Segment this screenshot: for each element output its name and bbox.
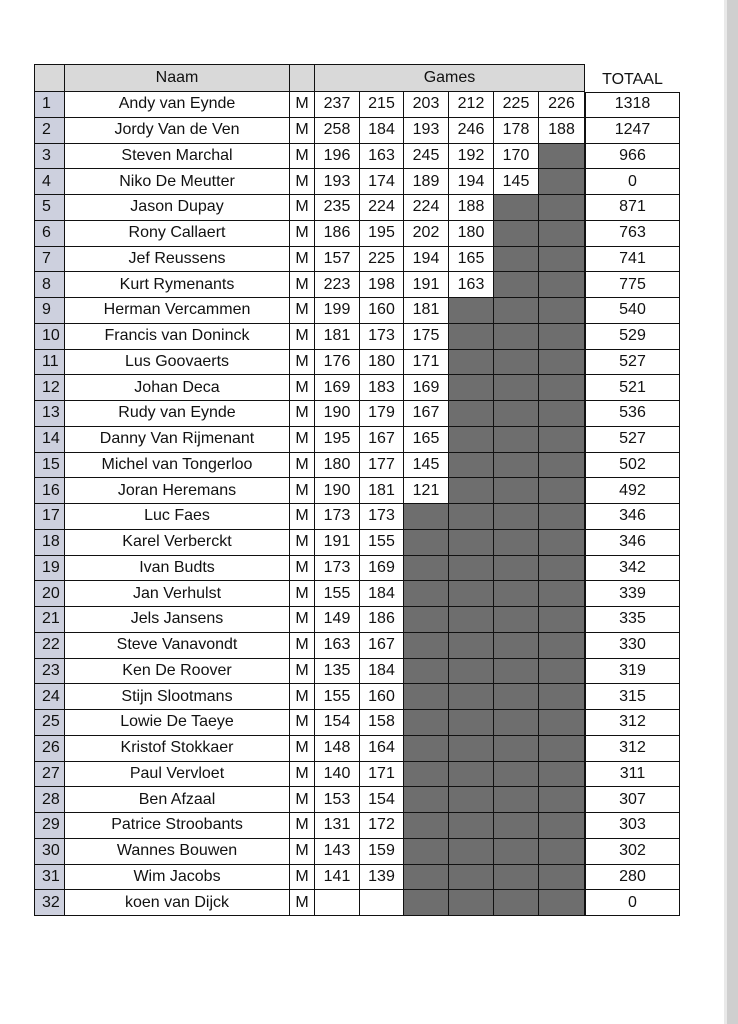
row-index: 7 [34,247,65,273]
total-score: 763 [585,221,680,247]
gender-cell: M [290,762,315,788]
game-score: 135 [315,659,360,685]
total-score: 302 [585,839,680,865]
game-score: 191 [404,272,449,298]
header-games: Games [315,64,585,92]
gender-cell: M [290,221,315,247]
game-score: 245 [404,144,449,170]
game-score: 169 [404,375,449,401]
game-score: 171 [404,350,449,376]
total-score: 775 [585,272,680,298]
player-name: Kristof Stokkaer [65,736,290,762]
game-score: 139 [360,865,404,891]
player-name: koen van Dijck [65,890,290,916]
game-score: 140 [315,762,360,788]
player-name: Steve Vanavondt [65,633,290,659]
row-index: 28 [34,787,65,813]
game-score: 235 [315,195,360,221]
game-score: 175 [404,324,449,350]
gender-cell: M [290,118,315,144]
row-index: 6 [34,221,65,247]
gender-cell: M [290,478,315,504]
game-score: 186 [360,607,404,633]
game-score: 160 [360,684,404,710]
game-score: 191 [315,530,360,556]
game-score: 224 [404,195,449,221]
game-score: 155 [315,684,360,710]
game-score: 184 [360,581,404,607]
game-score: 157 [315,247,360,273]
game-score: 177 [360,453,404,479]
game-score: 155 [360,530,404,556]
game-score: 169 [360,556,404,582]
game-score: 121 [404,478,449,504]
gender-cell: M [290,530,315,556]
row-index: 27 [34,762,65,788]
table-frame [34,64,585,916]
game-score: 167 [404,401,449,427]
total-score: 312 [585,710,680,736]
game-score: 190 [315,478,360,504]
gender-cell: M [290,92,315,118]
total-score: 330 [585,633,680,659]
row-index: 2 [34,118,65,144]
game-score: 167 [360,633,404,659]
player-name: Stijn Slootmans [65,684,290,710]
gender-cell: M [290,247,315,273]
game-score: 189 [404,169,449,195]
game-score: 173 [315,504,360,530]
gender-cell: M [290,839,315,865]
gender-cell: M [290,453,315,479]
row-index: 23 [34,659,65,685]
player-name: Danny Van Rijmenant [65,427,290,453]
game-score: 131 [315,813,360,839]
gender-cell: M [290,684,315,710]
player-name: Michel van Tongerloo [65,453,290,479]
total-score: 0 [585,169,680,195]
gender-cell: M [290,375,315,401]
player-name: Karel Verberckt [65,530,290,556]
game-score: 193 [315,169,360,195]
row-index: 5 [34,195,65,221]
row-index: 16 [34,478,65,504]
total-score: 521 [585,375,680,401]
total-score: 536 [585,401,680,427]
gender-cell: M [290,710,315,736]
game-score: 165 [404,427,449,453]
player-name: Niko De Meutter [65,169,290,195]
gender-cell: M [290,865,315,891]
player-name: Andy van Eynde [65,92,290,118]
row-index: 17 [34,504,65,530]
player-name: Francis van Doninck [65,324,290,350]
total-score: 529 [585,324,680,350]
total-score: 527 [585,350,680,376]
player-name: Ben Afzaal [65,787,290,813]
player-name: Lowie De Taeye [65,710,290,736]
game-score: 225 [494,92,539,118]
game-score: 181 [315,324,360,350]
game-score: 226 [539,92,585,118]
game-score: 223 [315,272,360,298]
row-index: 4 [34,169,65,195]
game-score: 196 [315,144,360,170]
game-score: 181 [360,478,404,504]
game-score: 171 [360,762,404,788]
player-name: Joran Heremans [65,478,290,504]
scores-table [34,64,680,914]
scan-edge [727,0,738,1024]
player-name: Johan Deca [65,375,290,401]
game-score: 258 [315,118,360,144]
gender-cell: M [290,324,315,350]
gender-cell: M [290,633,315,659]
game-score: 183 [360,375,404,401]
player-name: Paul Vervloet [65,762,290,788]
game-score: 159 [360,839,404,865]
row-index: 19 [34,556,65,582]
game-score: 160 [360,298,404,324]
total-score: 315 [585,684,680,710]
player-name: Wim Jacobs [65,865,290,891]
gender-cell: M [290,350,315,376]
total-score: 319 [585,659,680,685]
player-name: Luc Faes [65,504,290,530]
total-score: 966 [585,144,680,170]
gender-cell: M [290,298,315,324]
game-score: 163 [315,633,360,659]
total-score: 871 [585,195,680,221]
game-score: 143 [315,839,360,865]
gender-cell: M [290,427,315,453]
player-name: Rony Callaert [65,221,290,247]
game-score: 176 [315,350,360,376]
gender-cell: M [290,659,315,685]
game-score: 190 [315,401,360,427]
row-index: 11 [34,350,65,376]
player-name: Kurt Rymenants [65,272,290,298]
player-name: Lus Goovaerts [65,350,290,376]
row-index: 14 [34,427,65,453]
game-score: 179 [360,401,404,427]
row-index: 25 [34,710,65,736]
game-score: 181 [404,298,449,324]
game-score: 224 [360,195,404,221]
game-score: 195 [360,221,404,247]
row-index: 15 [34,453,65,479]
game-score: 173 [315,556,360,582]
game-score: 199 [315,298,360,324]
game-score: 154 [315,710,360,736]
row-index: 13 [34,401,65,427]
game-score: 145 [404,453,449,479]
total-score: 492 [585,478,680,504]
row-index: 30 [34,839,65,865]
gender-cell: M [290,607,315,633]
total-score: 527 [585,427,680,453]
row-index: 29 [34,813,65,839]
game-score: 246 [449,118,494,144]
row-index: 1 [34,92,65,118]
row-index: 31 [34,865,65,891]
row-index: 26 [34,736,65,762]
game-score: 163 [449,272,494,298]
game-score: 174 [360,169,404,195]
game-score: 180 [360,350,404,376]
game-score: 178 [494,118,539,144]
game-score: 188 [449,195,494,221]
player-name: Steven Marchal [65,144,290,170]
header-totaal: TOTAAL [602,71,663,88]
player-name: Wannes Bouwen [65,839,290,865]
game-score: 194 [404,247,449,273]
row-index: 20 [34,581,65,607]
game-score: 192 [449,144,494,170]
game-score: 164 [360,736,404,762]
total-score: 540 [585,298,680,324]
total-score: 502 [585,453,680,479]
game-score: 148 [315,736,360,762]
game-score: 237 [315,92,360,118]
gender-cell: M [290,581,315,607]
total-score: 346 [585,530,680,556]
game-score: 158 [360,710,404,736]
game-score: 198 [360,272,404,298]
game-score: 154 [360,787,404,813]
row-index: 3 [34,144,65,170]
gender-cell: M [290,272,315,298]
game-score: 194 [449,169,494,195]
game-score: 225 [360,247,404,273]
game-score: 184 [360,659,404,685]
total-column-frame [585,92,680,916]
game-score: 202 [404,221,449,247]
game-score: 172 [360,813,404,839]
game-score: 163 [360,144,404,170]
total-score: 1247 [585,118,680,144]
gender-cell: M [290,144,315,170]
gender-cell: M [290,169,315,195]
row-index: 22 [34,633,65,659]
header-naam: Naam [65,64,290,92]
game-score: 195 [315,427,360,453]
game-score: 149 [315,607,360,633]
gender-cell: M [290,890,315,916]
gender-cell: M [290,401,315,427]
total-score: 342 [585,556,680,582]
player-name: Ken De Roover [65,659,290,685]
player-name: Herman Vercammen [65,298,290,324]
row-index: 8 [34,272,65,298]
row-index: 24 [34,684,65,710]
total-score: 280 [585,865,680,891]
player-name: Jef Reussens [65,247,290,273]
total-score: 741 [585,247,680,273]
row-index: 32 [34,890,65,916]
game-score: 212 [449,92,494,118]
player-name: Patrice Stroobants [65,813,290,839]
gender-cell: M [290,736,315,762]
total-score: 312 [585,736,680,762]
game-score: 180 [315,453,360,479]
game-score: 169 [315,375,360,401]
game-score: 186 [315,221,360,247]
gender-cell: M [290,556,315,582]
total-score: 303 [585,813,680,839]
game-score: 167 [360,427,404,453]
game-score: 165 [449,247,494,273]
row-index: 10 [34,324,65,350]
game-score: 155 [315,581,360,607]
game-score: 193 [404,118,449,144]
total-score: 346 [585,504,680,530]
game-score: 153 [315,787,360,813]
game-score: 184 [360,118,404,144]
player-name: Rudy van Eynde [65,401,290,427]
player-name: Ivan Budts [65,556,290,582]
gender-cell: M [290,787,315,813]
row-index: 9 [34,298,65,324]
player-name: Jan Verhulst [65,581,290,607]
gender-cell: M [290,195,315,221]
total-score: 311 [585,762,680,788]
row-index: 18 [34,530,65,556]
game-score: 188 [539,118,585,144]
game-score: 173 [360,324,404,350]
player-name: Jordy Van de Ven [65,118,290,144]
game-score: 141 [315,865,360,891]
total-score: 335 [585,607,680,633]
row-index: 21 [34,607,65,633]
game-score: 145 [494,169,539,195]
game-score: 180 [449,221,494,247]
total-score: 339 [585,581,680,607]
gender-cell: M [290,504,315,530]
total-score: 307 [585,787,680,813]
total-score: 1318 [585,92,680,118]
player-name: Jason Dupay [65,195,290,221]
game-score: 170 [494,144,539,170]
player-name: Jels Jansens [65,607,290,633]
row-index: 12 [34,375,65,401]
game-score: 173 [360,504,404,530]
gender-cell: M [290,813,315,839]
total-score: 0 [585,890,680,916]
game-score: 203 [404,92,449,118]
game-score: 215 [360,92,404,118]
